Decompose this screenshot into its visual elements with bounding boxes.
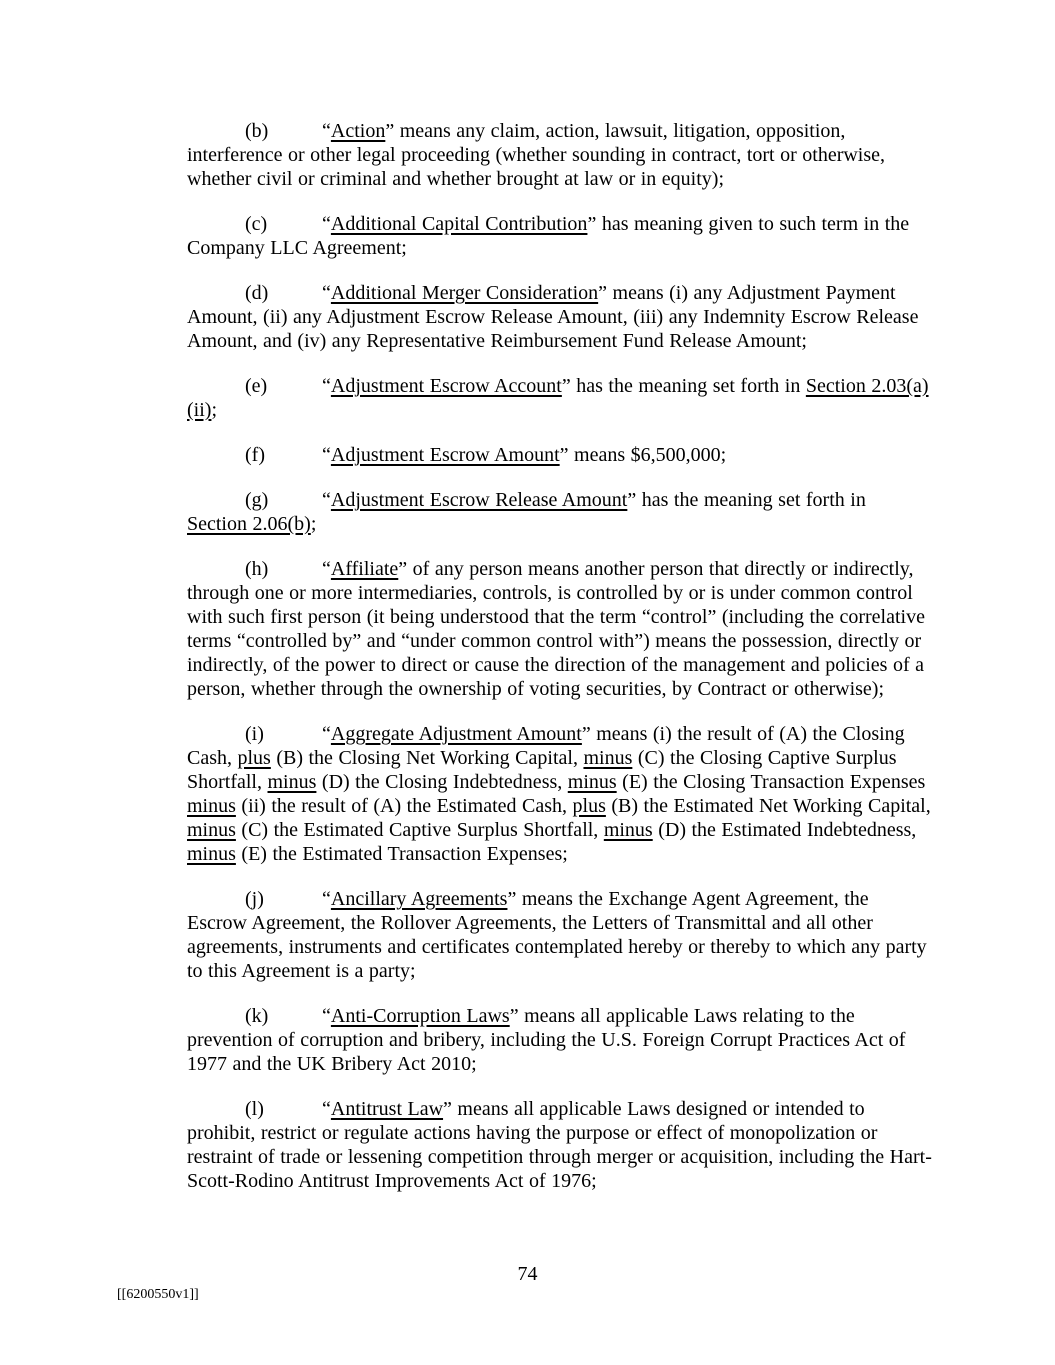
definition-text: (C) the Estimated Captive Surplus Shortfall, bbox=[235, 819, 604, 841]
definition-text: ” means any claim, action, lawsuit, litigation, opposition, interference or other legal proceeding (whether sounding in contract, tort or otherwise, whether civil or criminal and whether brought at law or in equity); bbox=[187, 120, 886, 190]
definition-text: ” has the meaning set forth in bbox=[561, 375, 806, 397]
definition-text: “ bbox=[322, 489, 331, 511]
definition-text: “ bbox=[322, 120, 331, 142]
definition-text: “ bbox=[322, 1098, 331, 1120]
definitions-section bbox=[187, 119, 934, 1214]
definition-text: ” means $6,500,000; bbox=[559, 444, 727, 466]
definition-label: (i) bbox=[245, 723, 264, 745]
definition-text: (B) the Closing Net Working Capital, bbox=[270, 747, 584, 769]
defined-term: Anti-Corruption Laws bbox=[330, 1005, 510, 1027]
definition-paragraph-b bbox=[187, 119, 934, 191]
definition-paragraph-f bbox=[187, 443, 934, 467]
defined-term: Adjustment Escrow Release Amount bbox=[330, 489, 628, 511]
defined-term: Additional Merger Consideration bbox=[330, 282, 599, 304]
defined-term: minus bbox=[187, 795, 236, 817]
defined-term: Additional Capital Contribution bbox=[330, 213, 588, 235]
definition-label: (f) bbox=[245, 444, 265, 466]
definition-label: (d) bbox=[245, 282, 269, 304]
defined-term: Antitrust Law bbox=[330, 1098, 444, 1120]
definition-text: (D) the Closing Indebtedness, bbox=[316, 771, 568, 793]
definition-text: “ bbox=[322, 444, 331, 466]
definition-text: “ bbox=[322, 1005, 331, 1027]
defined-term: Ancillary Agreements bbox=[330, 888, 508, 910]
definition-paragraph-d bbox=[187, 281, 934, 353]
definition-label: (l) bbox=[245, 1098, 264, 1120]
definition-label: (k) bbox=[245, 1005, 269, 1027]
defined-term: minus bbox=[187, 819, 236, 841]
defined-term: Aggregate Adjustment Amount bbox=[330, 723, 582, 745]
defined-term: minus bbox=[583, 747, 633, 769]
definition-label: (c) bbox=[245, 213, 268, 235]
definition-paragraph-e bbox=[187, 374, 934, 422]
definition-text: ” means all applicable Laws designed or intended to prohibit, restrict or regulate actions having the purpose or effect of monopolization or restraint of trade or lessening competition through merger or acquisition, including the Hart-Scott-Rodino Antitrust Improvements Act of 1976; bbox=[187, 1098, 932, 1192]
defined-term: minus bbox=[267, 771, 317, 793]
defined-term: Action bbox=[330, 120, 386, 142]
definition-paragraph-i bbox=[187, 722, 934, 866]
defined-term: Affiliate bbox=[330, 558, 399, 580]
definition-label: (g) bbox=[245, 489, 269, 511]
definition-text: ” means all applicable Laws relating to the prevention of corruption and bribery, including the U.S. Foreign Corrupt Practices Act of 1977 and the UK Bribery Act 2010; bbox=[187, 1005, 906, 1075]
definition-text: (D) the Estimated Indebtedness, bbox=[652, 819, 917, 841]
definition-text: ; bbox=[310, 513, 317, 535]
defined-term: minus bbox=[187, 843, 236, 865]
definition-text: (E) the Closing Transaction Expenses bbox=[616, 771, 926, 793]
definition-text: ; bbox=[211, 399, 217, 421]
defined-term: Section 2.06(b) bbox=[187, 513, 311, 535]
definition-paragraph-h bbox=[187, 557, 934, 701]
defined-term: minus bbox=[567, 771, 617, 793]
definition-text: “ bbox=[322, 213, 331, 235]
defined-term: Adjustment Escrow Amount bbox=[330, 444, 560, 466]
defined-term: minus bbox=[603, 819, 653, 841]
definition-text: (B) the Estimated Net Working Capital, bbox=[605, 795, 931, 817]
page-number: 74 bbox=[517, 1263, 538, 1285]
definition-paragraph-k bbox=[187, 1004, 934, 1076]
definition-label: (e) bbox=[245, 375, 268, 397]
definition-text: (ii) the result of (A) the Estimated Cash, bbox=[235, 795, 573, 817]
definition-label: (h) bbox=[245, 558, 269, 580]
definition-text: “ bbox=[322, 723, 331, 745]
definition-text: “ bbox=[322, 375, 331, 397]
definition-paragraph-c bbox=[187, 212, 934, 260]
document-id-stamp: [[6200550v1]] bbox=[117, 1287, 199, 1302]
defined-term: plus bbox=[572, 795, 606, 817]
definition-text: ” has the meaning set forth in bbox=[627, 489, 866, 511]
definition-text: ” of any person means another person that directly or indirectly, through one or more intermediaries, controls, is controlled by or is under common control with such first person (it being understood that the term “control” (including the correlative terms “controlled by” and “under common control with”) means the possession, directly or indirectly, of the power to direct or cause the direction of the management and policies of a person, whether through the ownership of voting securities, by Contract or otherwise); bbox=[187, 558, 925, 700]
definition-text: (E) the Estimated Transaction Expenses; bbox=[235, 843, 568, 865]
definition-text: (C) the Closing Captive Surplus Shortfall, bbox=[187, 747, 897, 793]
definition-text: ” has meaning given to such term in the Company LLC Agreement; bbox=[187, 213, 910, 259]
definition-label: (j) bbox=[245, 888, 264, 910]
definition-text: ” means (i) the result of (A) the Closing Cash, bbox=[187, 723, 905, 769]
definition-text: “ bbox=[322, 888, 331, 910]
defined-term: Adjustment Escrow Account bbox=[330, 375, 562, 397]
defined-term: plus bbox=[237, 747, 271, 769]
definition-text: “ bbox=[322, 558, 331, 580]
definition-paragraph-g bbox=[187, 488, 934, 536]
definition-paragraph-j bbox=[187, 887, 934, 983]
definition-paragraph-l bbox=[187, 1097, 934, 1193]
defined-term: Section 2.03(a)(ii) bbox=[187, 375, 929, 421]
definition-text: ” means the Exchange Agent Agreement, the Escrow Agreement, the Rollover Agreements, the Letters of Transmittal and all other agreements, instruments and certificates contemplated hereby or thereby to which any party to this Agreement is a party; bbox=[187, 888, 927, 982]
definition-text: “ bbox=[322, 282, 331, 304]
definition-label: (b) bbox=[245, 120, 269, 142]
definition-text: ” means (i) any Adjustment Payment Amount, (ii) any Adjustment Escrow Release Amount, (iii) any Indemnity Escrow Release Amount, and (iv) any Representative Reimbursement Fund Release Amount; bbox=[187, 282, 919, 352]
